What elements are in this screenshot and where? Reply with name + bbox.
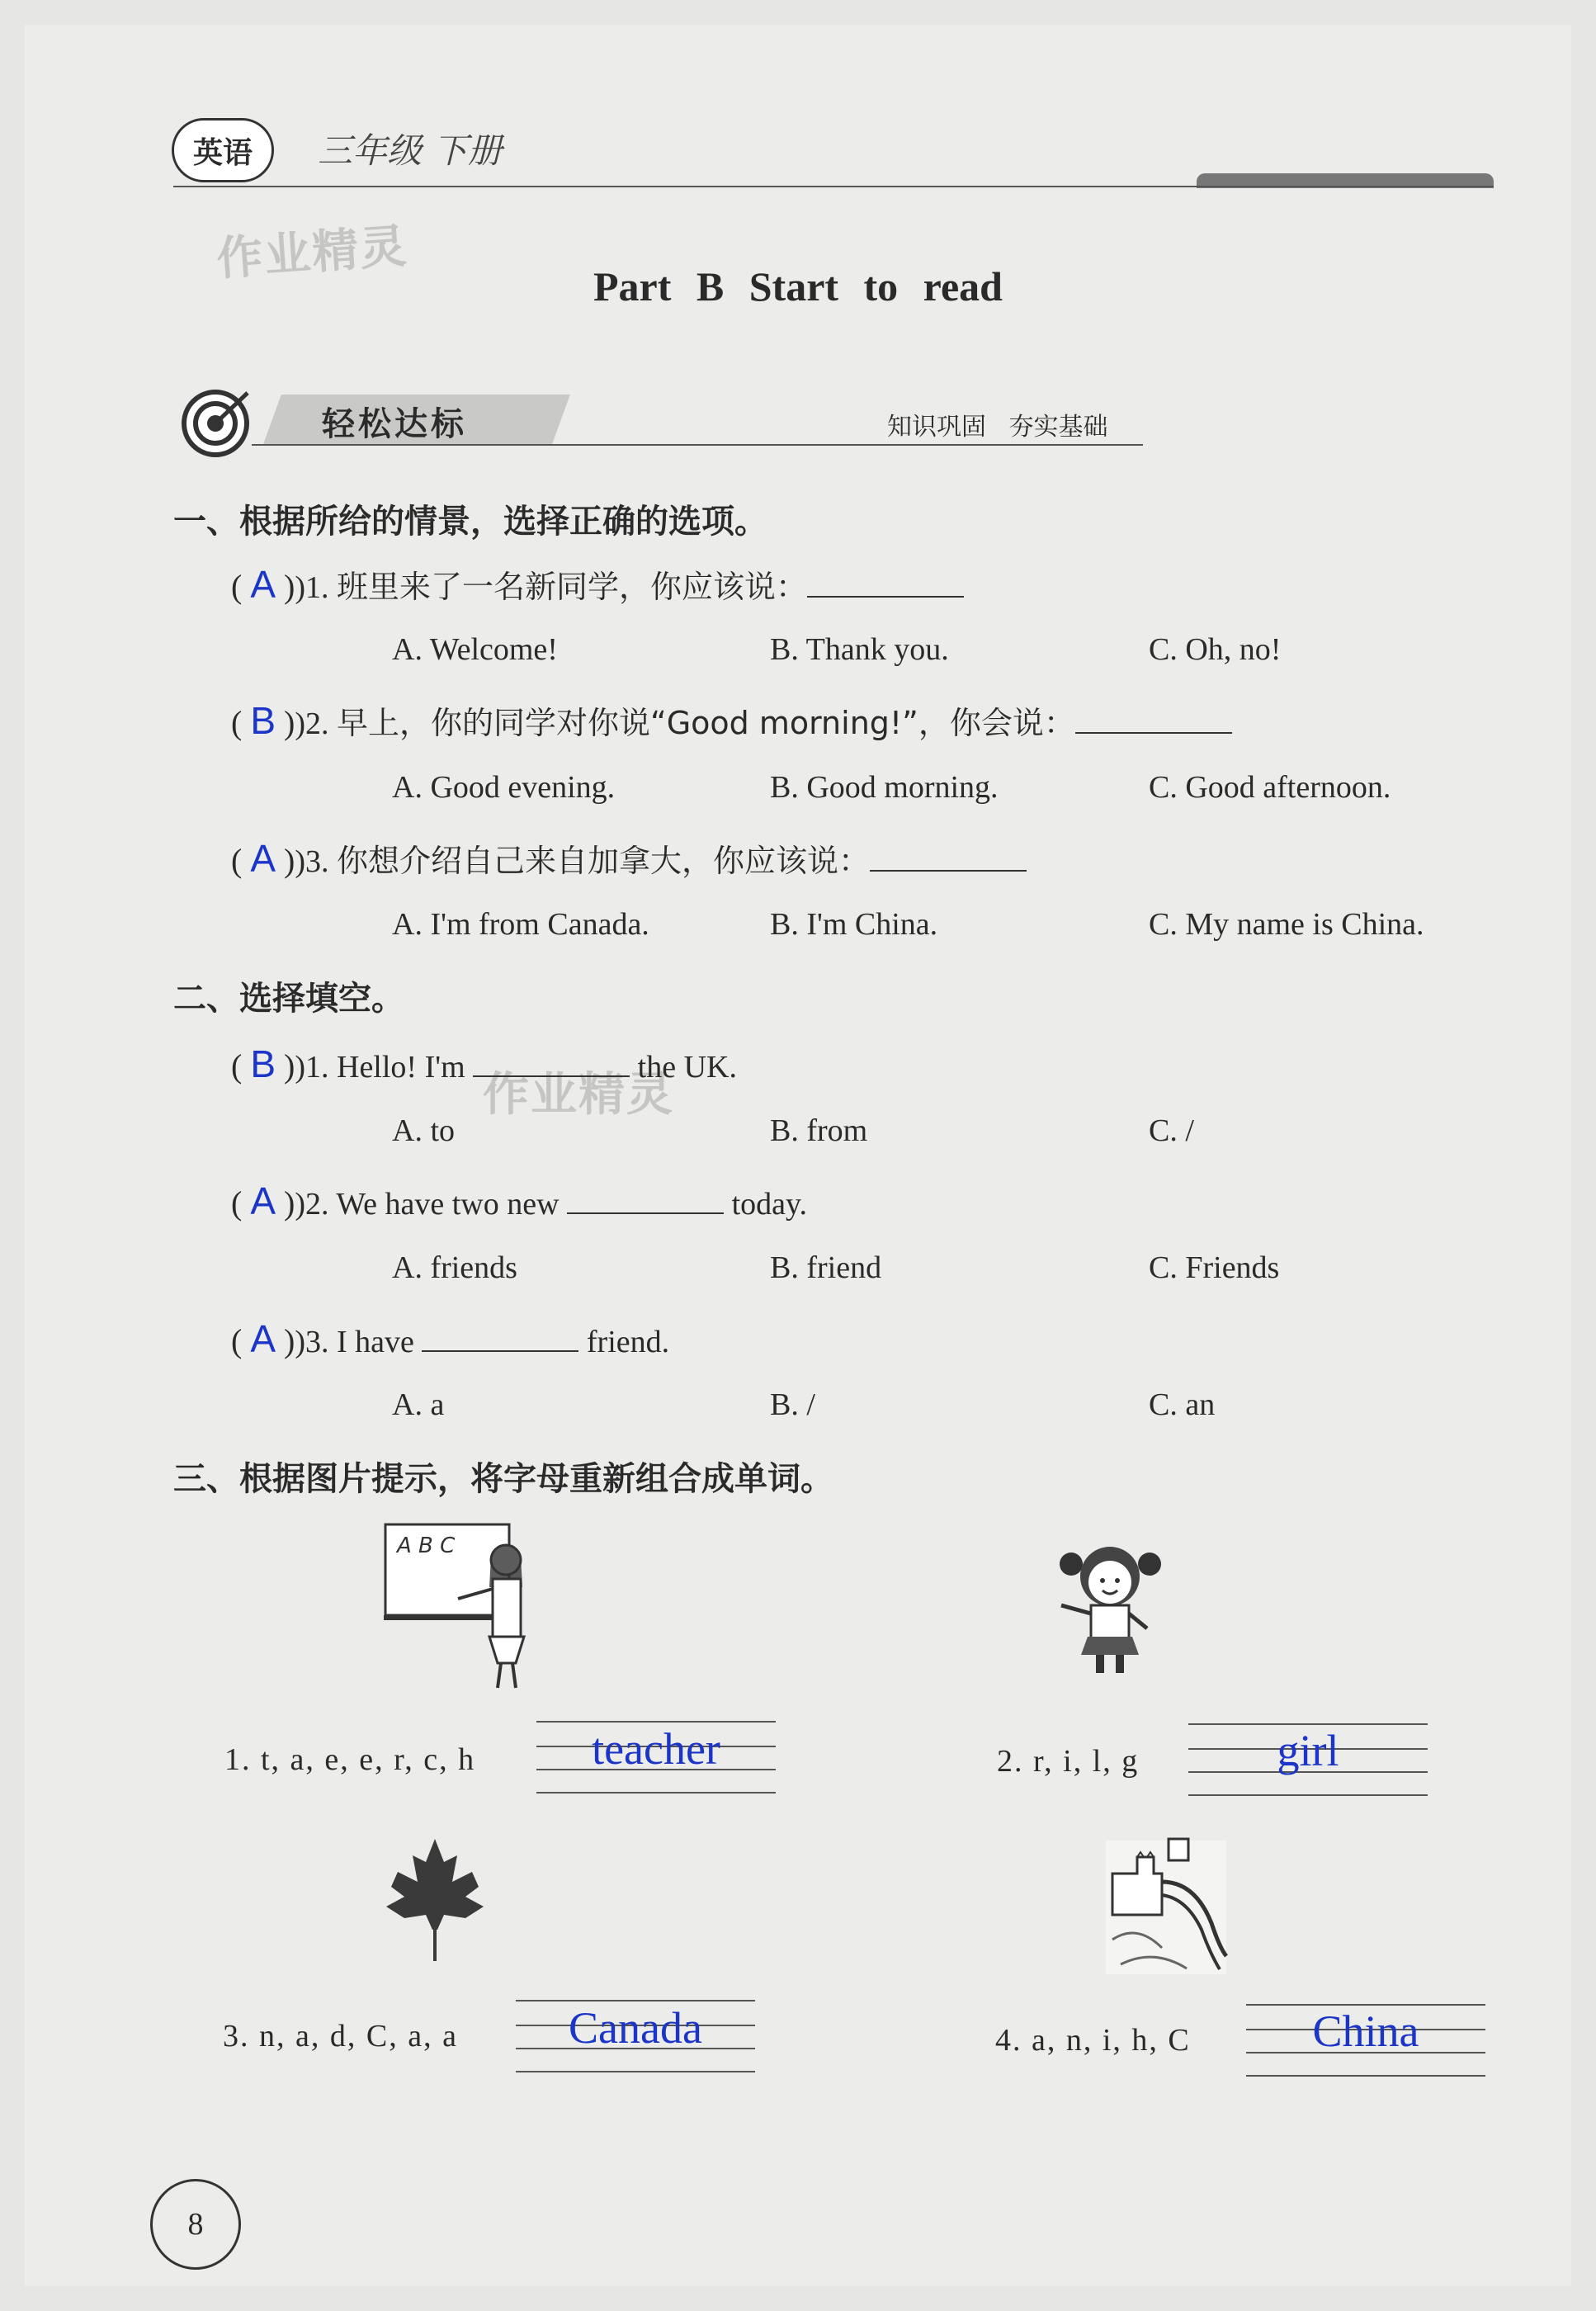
- option: C. an: [1149, 1387, 1216, 1422]
- option: B. Thank you.: [770, 632, 949, 667]
- question-row: ( A ))3. 你想介绍自己来自加拿大，你应该说：: [231, 835, 1027, 881]
- section1-heading: 一、根据所给的情景，选择正确的选项。: [173, 503, 767, 541]
- answer-mark: A: [250, 1179, 276, 1222]
- question-text: 班里来了一名新同学，你应该说：: [337, 569, 808, 605]
- watermark: 作业精灵: [483, 1068, 674, 1122]
- subject-badge: 英语: [172, 118, 274, 182]
- question-text: Hello! I'm: [337, 1050, 465, 1085]
- option: A. Good evening.: [392, 770, 616, 805]
- option: C. My name is China.: [1149, 907, 1424, 942]
- option: C. Good afternoon.: [1149, 770, 1391, 805]
- great-wall-image: [1104, 1824, 1228, 1977]
- option: A. a: [392, 1387, 445, 1422]
- page-number: 8: [150, 2179, 241, 2270]
- target-icon: [180, 388, 251, 459]
- section3-heading: 三、根据图片提示，将字母重新组合成单词。: [173, 1460, 833, 1498]
- option: A. I'm from Canada.: [392, 907, 649, 942]
- option: A. Welcome!: [392, 632, 558, 667]
- question-text: I have: [337, 1325, 414, 1359]
- question-text: 你想介绍自己来自加拿大，你应该说：: [337, 843, 871, 879]
- question-row: ( B ))1. Hello! I'm the UK.: [231, 1042, 737, 1085]
- question-text: today.: [731, 1187, 808, 1222]
- answer-blank: [422, 1326, 578, 1352]
- banner-rule: [252, 444, 1143, 446]
- option: B. /: [770, 1387, 815, 1422]
- option: B. friend: [770, 1250, 882, 1285]
- girl-image: [1055, 1539, 1166, 1680]
- maple-leaf-image: [386, 1839, 484, 1963]
- workbook-page: [25, 25, 1571, 2286]
- option: C. Friends: [1149, 1250, 1280, 1285]
- answer-mark: A: [250, 563, 276, 606]
- header-rule: [173, 186, 1494, 187]
- option: C. Oh, no!: [1149, 632, 1282, 667]
- question-text: 早上，你的同学对你说“Good morning!”，你会说：: [337, 705, 1075, 741]
- grade-label: 三年级 下册: [318, 130, 503, 171]
- banner-label: 轻松达标: [322, 405, 467, 443]
- option: A. friends: [392, 1250, 517, 1285]
- handwritten-answer: China: [1312, 2006, 1419, 2056]
- question-text: We have two new: [336, 1187, 560, 1222]
- answer-mark: B: [250, 1042, 276, 1085]
- answer-blank: [1075, 707, 1232, 734]
- answer-blank: [473, 1051, 630, 1077]
- teacher-at-blackboard-image: [384, 1523, 532, 1692]
- watermark: 作业精灵: [215, 219, 410, 287]
- question-row: ( B ))2. 早上，你的同学对你说“Good morning!”，你会说：: [231, 697, 1232, 743]
- question-row: ( A ))1. 班里来了一名新同学，你应该说：: [231, 561, 964, 607]
- option: A. to: [392, 1113, 455, 1148]
- option: B. Good morning.: [770, 770, 999, 805]
- option: B. from: [770, 1113, 868, 1148]
- letters-prompt: 4. a, n, i, h, C: [995, 2023, 1191, 2058]
- question-row: ( A ))2. We have two new today.: [231, 1179, 808, 1222]
- option: B. I'm China.: [770, 907, 938, 942]
- handwritten-answer: girl: [1277, 1726, 1339, 1775]
- answer-blank: [567, 1188, 724, 1214]
- question-row: ( A ))3. I have friend.: [231, 1317, 670, 1360]
- answer-mark: A: [250, 837, 276, 880]
- section2-heading: 二、选择填空。: [173, 980, 404, 1018]
- letters-prompt: 3. n, a, d, C, a, a: [223, 2019, 458, 2053]
- page-title: Part B Start to read: [593, 263, 1003, 310]
- answer-mark: B: [250, 699, 276, 742]
- answer-blank: [807, 571, 964, 598]
- answer-blank: [870, 845, 1027, 872]
- option: C. /: [1149, 1113, 1194, 1148]
- handwritten-answer: teacher: [592, 1724, 720, 1774]
- letters-prompt: 1. t, a, e, e, r, c, h: [224, 1742, 476, 1777]
- question-text: friend.: [586, 1325, 670, 1359]
- handwritten-answer: Canada: [569, 2003, 702, 2053]
- answer-mark: A: [250, 1317, 276, 1360]
- question-text: the UK.: [637, 1050, 737, 1085]
- blackboard-text: A B C: [397, 1534, 456, 1558]
- letters-prompt: 2. r, i, l, g: [997, 1744, 1140, 1779]
- banner-subtitle: 知识巩固 夯实基础: [887, 413, 1108, 442]
